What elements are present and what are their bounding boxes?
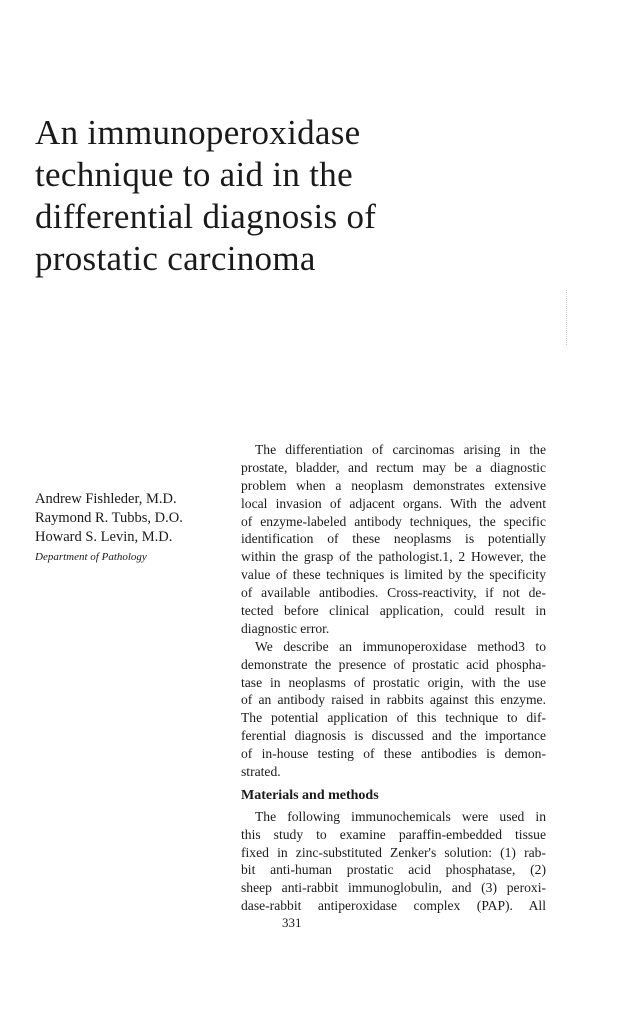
article-body xyxy=(241,441,546,915)
paragraph-method xyxy=(241,638,546,781)
body-line: within the grasp of the pathologist.1, 2 However, the xyxy=(241,549,546,565)
body-line: bit anti-human prostatic acid phosphatase, (2) xyxy=(241,862,546,878)
paragraph-intro xyxy=(241,441,546,638)
article-title xyxy=(35,112,575,280)
body-line: identification of these neoplasms is potentially xyxy=(241,531,546,547)
title-line: differential diagnosis of xyxy=(35,197,377,236)
body-line: strated. xyxy=(241,764,281,780)
title-line: technique to aid in the xyxy=(35,155,353,194)
body-line: problem when a neoplasm demonstrates extensive xyxy=(241,477,546,493)
body-line: of an antibody raised in rabbits against this enzyme. xyxy=(241,692,546,708)
body-line: The following immunochemicals were used in xyxy=(255,808,546,824)
body-line: We describe an immunoperoxidase method3 to xyxy=(255,638,546,654)
body-line: ferential diagnosis is discussed and the importance xyxy=(241,728,546,744)
title-line: An immunoperoxidase xyxy=(35,113,361,152)
author-name: Raymond R. Tubbs, D.O. xyxy=(35,510,183,526)
body-line: demonstrate the presence of prostatic acid phospha- xyxy=(241,656,546,672)
author-name: Andrew Fishleder, M.D. xyxy=(35,491,177,507)
page-number: 331 xyxy=(282,915,302,930)
author-department: Department of Pathology xyxy=(35,551,147,563)
body-line: local invasion of adjacent organs. With the advent xyxy=(241,495,546,511)
body-line: of enzyme-labeled antibody techniques, the specific xyxy=(241,513,546,529)
body-line: prostate, bladder, and rectum may be a diagnostic xyxy=(241,459,546,475)
body-line: The differentiation of carcinomas arising in the xyxy=(255,442,546,457)
body-line: sheep anti-rabbit immunoglobulin, and (3) peroxi- xyxy=(241,880,546,896)
body-line: tected before clinical application, could result in xyxy=(241,603,546,619)
body-line: fixed in zinc-substituted Zenker's solution: (1) rab- xyxy=(241,844,546,860)
body-line: diagnostic error. xyxy=(241,620,330,636)
body-line: this study to examine paraffin-embedded tissue xyxy=(241,826,546,842)
body-line: of in-house testing of these antibodies is demon- xyxy=(241,746,546,762)
section-heading: Materials and methods xyxy=(241,787,379,803)
body-line: tase in neoplasms of prostatic origin, with the use xyxy=(241,674,546,690)
scan-edge-mark xyxy=(566,290,569,345)
body-line: value of these techniques is limited by the specificity xyxy=(241,567,546,583)
title-line: prostatic carcinoma xyxy=(35,239,316,278)
body-line: The potential application of this technique to dif- xyxy=(241,710,546,726)
author-block xyxy=(35,490,235,566)
author-name: Howard S. Levin, M.D. xyxy=(35,529,173,545)
body-line: of available antibodies. Cross-reactivity, if not de- xyxy=(241,585,546,601)
paragraph-materials xyxy=(241,808,546,915)
body-line: dase-rabbit antiperoxidase complex (PAP). All xyxy=(241,898,546,914)
